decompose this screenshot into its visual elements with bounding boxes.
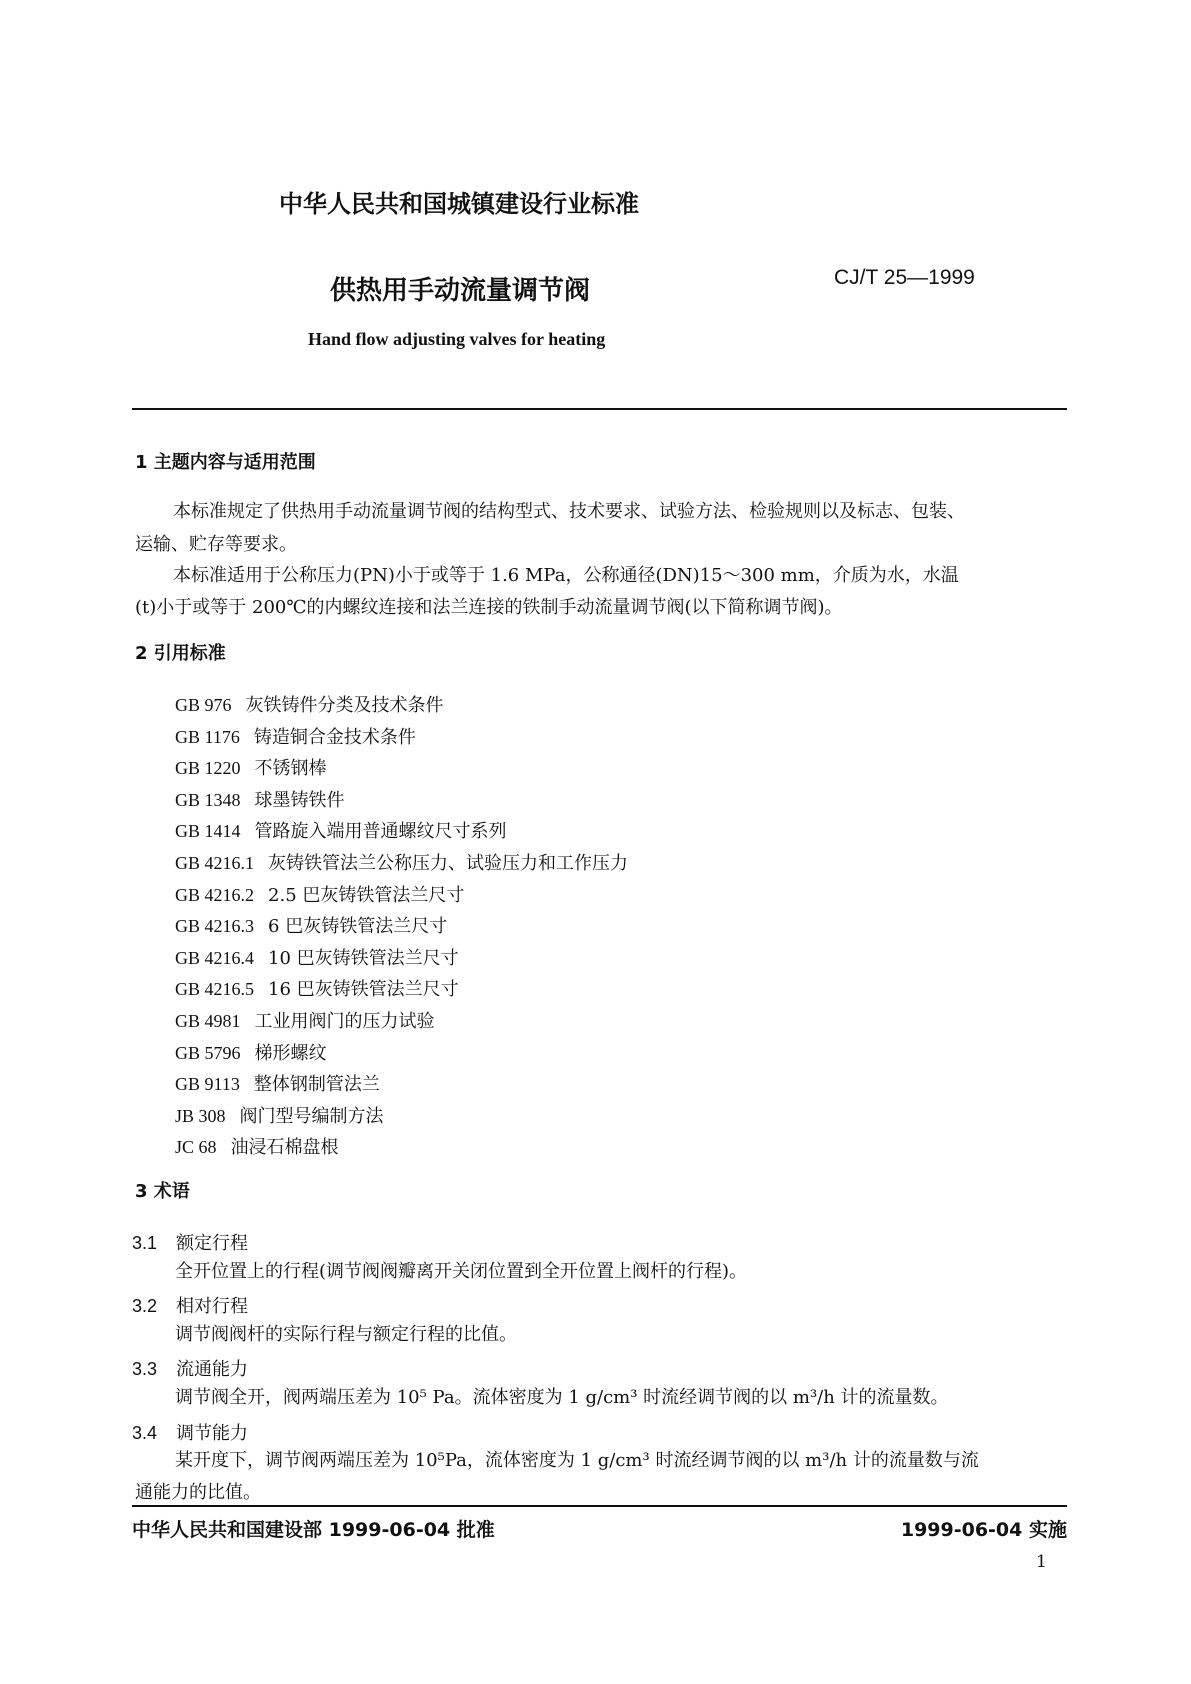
reference-item <box>175 944 459 970</box>
section-3-heading: 3 术语 <box>135 1181 190 1202</box>
term-heading <box>132 1419 248 1445</box>
reference-title: 铸造铜合金技术条件 <box>253 726 416 748</box>
footer-divider <box>132 1505 1067 1507</box>
reference-item <box>175 817 507 843</box>
reference-title: 阀门型号编制方法 <box>239 1105 384 1127</box>
reference-item <box>175 754 327 780</box>
term-number: 3.3 <box>132 1359 158 1380</box>
reference-code: GB 976 <box>175 695 232 715</box>
reference-title: 灰铁铸件分类及技术条件 <box>245 695 444 716</box>
term-definition: 通能力的比值。 <box>135 1481 261 1503</box>
reference-title: 不锈钢棒 <box>254 758 327 780</box>
reference-title: 油浸石棉盘根 <box>230 1137 339 1159</box>
organization-title: 中华人民共和国城镇建设行业标准 <box>279 190 639 218</box>
reference-code: GB 4216.3 <box>175 916 255 937</box>
english-title: Hand flow adjusting valves for heating <box>308 329 606 349</box>
standard-code: CJ/T 25—1999 <box>834 266 975 289</box>
term-number: 3.2 <box>132 1296 158 1317</box>
term-heading <box>132 1229 248 1255</box>
reference-code: GB 4216.4 <box>175 947 255 968</box>
section-1-heading: 1 主题内容与适用范围 <box>135 452 316 473</box>
term-name: 流通能力 <box>176 1359 248 1381</box>
reference-title: 6 巴灰铸铁管法兰尺寸 <box>268 916 448 938</box>
reference-code: GB 4216.5 <box>175 979 255 1000</box>
reference-code: GB 4216.2 <box>175 884 255 905</box>
reference-title: 球墨铸铁件 <box>254 789 345 811</box>
reference-code: JC 68 <box>175 1137 217 1158</box>
reference-item <box>175 849 628 875</box>
reference-code: GB 1176 <box>175 726 240 747</box>
reference-code: JB 308 <box>175 1105 226 1126</box>
header-divider <box>132 408 1067 410</box>
reference-item <box>175 1070 380 1096</box>
reference-item <box>175 1133 339 1159</box>
reference-title: 梯形螺纹 <box>254 1042 327 1064</box>
term-definition: 全开位置上的行程(调节阀阀瓣离开关闭位置到全开位置上阀杆的行程)。 <box>175 1260 748 1282</box>
paragraph-line: 本标准适用于公称压力(PN)小于或等于 1.6 MPa，公称通径(DN)15～300 mm，介质为水，水温 <box>173 565 959 586</box>
implementation-date: 1999-06-04 实施 <box>900 1519 1067 1541</box>
term-name: 相对行程 <box>176 1296 248 1318</box>
reference-item <box>175 723 416 749</box>
reference-title: 工业用阀门的压力试验 <box>254 1011 435 1032</box>
reference-code: GB 1220 <box>175 758 241 779</box>
reference-title: 16 巴灰铸铁管法兰尺寸 <box>268 979 459 1001</box>
reference-item <box>175 1007 435 1033</box>
reference-title: 10 巴灰铸铁管法兰尺寸 <box>268 947 459 969</box>
reference-item <box>175 1039 327 1065</box>
paragraph-line: 本标准规定了供热用手动流量调节阀的结构型式、技术要求、试验方法、检验规则以及标志、包装、 <box>173 501 965 522</box>
term-number: 3.1 <box>132 1233 158 1253</box>
reference-code: GB 9113 <box>175 1074 240 1095</box>
reference-code: GB 1414 <box>175 821 241 842</box>
paragraph-line: 运输、贮存等要求。 <box>135 534 297 555</box>
reference-code: GB 4216.1 <box>175 853 255 873</box>
approval-line: 中华人民共和国建设部 1999-06-04 批准 <box>132 1519 495 1541</box>
reference-item <box>175 881 464 907</box>
term-heading <box>132 1355 248 1381</box>
term-definition: 某开度下，调节阀两端压差为 10⁵Pa，流体密度为 1 g/cm³ 时流经调节阀的以 m³/h 计的流量数与流 <box>175 1450 979 1472</box>
reference-code: GB 1348 <box>175 789 241 810</box>
reference-item <box>175 912 447 938</box>
reference-title: 2.5 巴灰铸铁管法兰尺寸 <box>268 884 465 906</box>
reference-code: GB 4981 <box>175 1011 241 1031</box>
reference-title: 整体钢制管法兰 <box>253 1074 380 1096</box>
paragraph-line: (t)小于或等于 200℃的内螺纹连接和法兰连接的铁制手动流量调节阀(以下简称调节阀)。 <box>135 597 843 618</box>
reference-item <box>175 975 459 1001</box>
term-heading <box>132 1292 248 1318</box>
page-number: 1 <box>1036 1552 1047 1572</box>
reference-item <box>175 1102 384 1128</box>
document-title: 供热用手动流量调节阀 <box>330 276 591 306</box>
term-definition: 调节阀阀杆的实际行程与额定行程的比值。 <box>175 1323 517 1345</box>
reference-title: 灰铸铁管法兰公称压力、试验压力和工作压力 <box>268 853 629 874</box>
reference-title: 管路旋入端用普通螺纹尺寸系列 <box>254 821 507 843</box>
term-definition: 调节阀全开，阀两端压差为 10⁵ Pa。流体密度为 1 g/cm³ 时流经调节阀的以 m³/h 计的流量数。 <box>175 1387 949 1408</box>
reference-code: GB 5796 <box>175 1042 241 1063</box>
reference-item <box>175 786 345 812</box>
term-name: 调节能力 <box>176 1422 248 1444</box>
reference-item <box>175 691 444 717</box>
section-2-heading: 2 引用标准 <box>135 643 226 664</box>
term-name: 额定行程 <box>176 1233 248 1254</box>
term-number: 3.4 <box>132 1422 158 1443</box>
